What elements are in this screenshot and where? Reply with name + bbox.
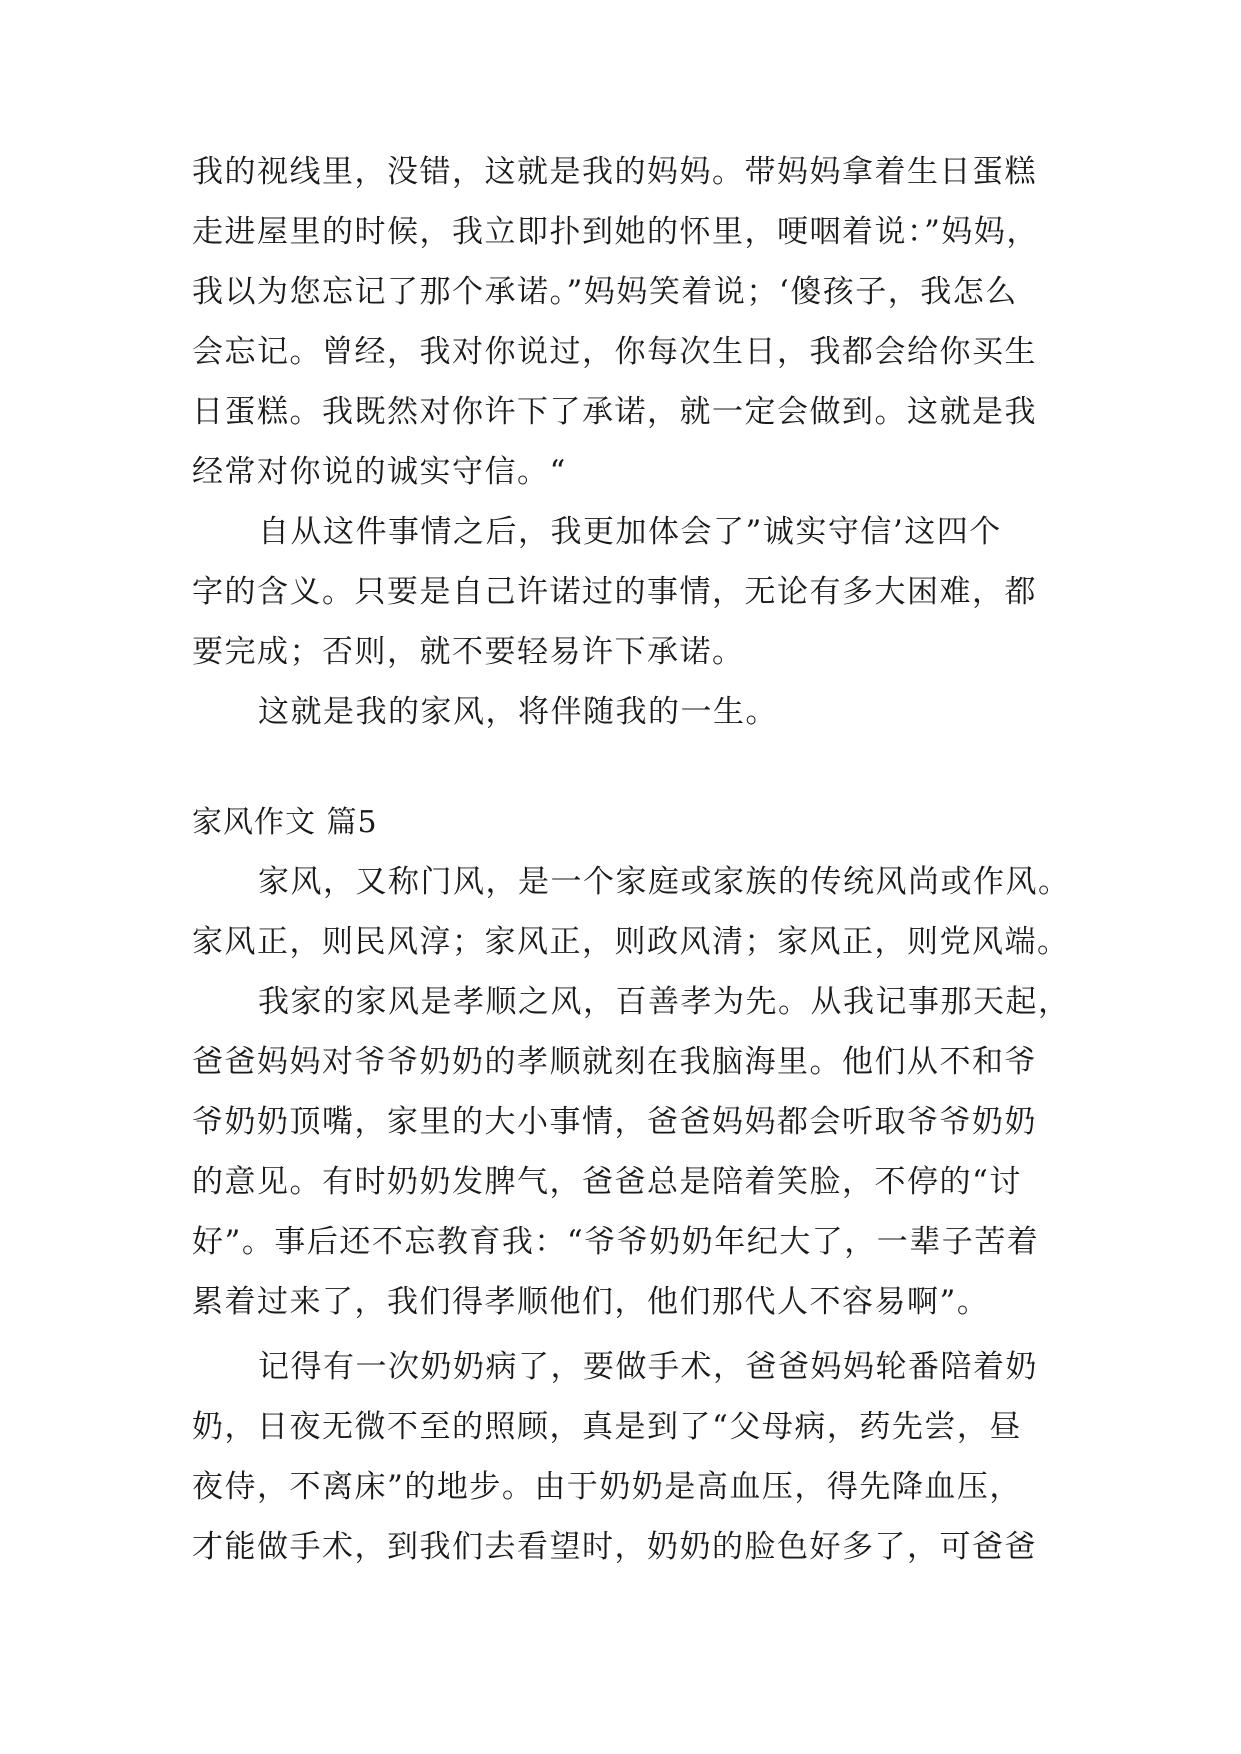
paragraph-line: 这就是我的家风，将伴随我的一生。 bbox=[258, 694, 778, 730]
paragraph-line: 才能做手术，到我们去看望时，奶奶的脸色好多了，可爸爸 bbox=[192, 1529, 1037, 1565]
paragraph-line: 自从这件事情之后，我更加体会了”诚实守信’这四个 bbox=[258, 514, 1002, 550]
paragraph-line: 会忘记。曾经，我对你说过，你每次生日，我都会给你买生 bbox=[192, 334, 1037, 370]
paragraph-line: 好”。事后还不忘教育我：“爷爷奶奶年纪大了，一辈子苦着 bbox=[192, 1224, 1040, 1260]
paragraph-line: 走进屋里的时候，我立即扑到她的怀里，哽咽着说：”妈妈， bbox=[192, 214, 1039, 250]
paragraph-line: 我的视线里，没错，这就是我的妈妈。带妈妈拿着生日蛋糕 bbox=[192, 154, 1037, 190]
paragraph-line: 要完成；否则，就不要轻易许下承诺。 bbox=[192, 634, 745, 670]
paragraph-line: 夜侍，不离床”的地步。由于奶奶是高血压，得先降血压， bbox=[192, 1469, 1022, 1505]
paragraph-line: 爷奶奶顶嘴，家里的大小事情，爸爸妈妈都会听取爷爷奶奶 bbox=[192, 1104, 1037, 1140]
section-heading: 家风作文 篇5 bbox=[192, 805, 378, 840]
paragraph-line: 爸爸妈妈对爷爷奶奶的孝顺就刻在我脑海里。他们从不和爷 bbox=[192, 1044, 1037, 1080]
paragraph-line: 记得有一次奶奶病了，要做手术，爸爸妈妈轮番陪着奶 bbox=[258, 1349, 1038, 1385]
paragraph-line: 字的含义。只要是自己许诺过的事情，无论有多大困难，都 bbox=[192, 574, 1037, 610]
paragraph-line: 奶，日夜无微不至的照顾，真是到了“父母病，药先尝，昼 bbox=[192, 1409, 1022, 1445]
paragraph-line: 的意见。有时奶奶发脾气，爸爸总是陪着笑脸，不停的“讨 bbox=[192, 1164, 1022, 1200]
paragraph-line: 累着过来了，我们得孝顺他们，他们那代人不容易啊”。 bbox=[192, 1284, 990, 1320]
paragraph-line: 日蛋糕。我既然对你许下了承诺，就一定会做到。这就是我 bbox=[192, 394, 1037, 430]
paragraph-line: 家风正，则民风淳；家风正，则政风清；家风正，则党风端。 bbox=[192, 924, 1070, 960]
paragraph-line: 家风，又称门风，是一个家庭或家族的传统风尚或作风。 bbox=[258, 864, 1071, 900]
paragraph-line: 经常对你说的诚实守信。“ bbox=[192, 454, 567, 490]
paragraph-line: 我家的家风是孝顺之风，百善孝为先。从我记事那天起， bbox=[258, 984, 1071, 1020]
paragraph-line: 我以为您忘记了那个承诺。”妈妈笑着说；‘傻孩子，我怎么 bbox=[192, 274, 1018, 310]
